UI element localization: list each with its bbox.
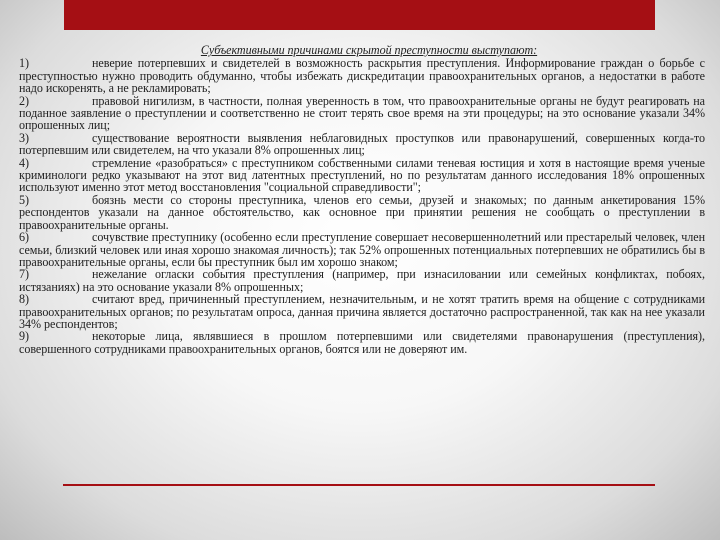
item-number: 8) <box>19 292 29 307</box>
item-text: некоторые лица, являвшиеся в прошлом потерпевшими или свидетелями правонарушения (преступления), совершенного сотрудниками правоохранительных органов, боятся или не доверяют им. <box>19 329 705 356</box>
list-item <box>19 95 705 132</box>
item-text: нежелание огласки события преступления (например, при изнасиловании или семейных конфликтах, побоях, истязаниях) на это основание указали 8% опрошенных; <box>19 267 705 294</box>
item-number: 3) <box>19 130 29 145</box>
item-text: стремление «разобраться» с преступником собственными силами теневая юстиция и хотя в настоящие время ученые криминологи редко указывают на этот вид латентных преступлений, но по результатам данного исследования 18% опрошенных используют именно этот метод восстановления "социальной справедливости"; <box>19 155 705 195</box>
slide-heading: Субъективными причинами скрытой преступности выступают: <box>200 43 538 57</box>
list-item <box>19 132 705 157</box>
top-accent-bar <box>64 0 655 30</box>
list-item <box>19 231 705 268</box>
item-text: считают вред, причиненный преступлением, незначительным, и не хотят тратить время на общение с сотрудниками правоохранительных органов; по результатам опроса, данная причина является достаточно распространенной, так как на нее указали 34% респондентов; <box>19 292 705 331</box>
bottom-accent-line <box>63 484 655 486</box>
item-number: 7) <box>19 267 29 282</box>
item-number: 1) <box>19 56 29 71</box>
item-text: существование вероятности выявления неблаговидных проступков или правонарушений, совершенных когда-то потерпевшим или свидетелем, на что указали 8% опрошенных лиц; <box>19 130 705 158</box>
list-item <box>19 57 705 94</box>
item-number: 6) <box>19 230 29 245</box>
item-number: 4) <box>19 155 29 170</box>
list-item <box>19 293 705 330</box>
item-text: неверие потерпевших и свидетелей в возможность раскрытия преступления. Информирование граждан о борьбе с преступностью нужно проводить обдуманно, чтобы избежать дискредитации правоохранительных органов, а недостатки в работе надо искоренять, а не рекламировать; <box>19 56 705 96</box>
slide-content <box>19 44 705 355</box>
item-text: боязнь мести со стороны преступника, членов его семьи, друзей и знакомых; по данным анкетирования 15% респондентов указали на данное обстоятельство, как основное при принятии решения не сообщать о преступлении в правоохранительные органы. <box>19 192 705 232</box>
list-item <box>19 268 705 293</box>
list-item <box>19 194 705 231</box>
list-item <box>19 157 705 194</box>
item-text: сочувствие преступнику (особенно если преступление совершает несовершеннолетний или престарелый человек, член семьи, близкий человек или иная хорошо знакомая личность); так 52% опрошенных потенциальных потерпевших не обратились бы в правоохранительные органы, если бы преступник был им хорошо знаком; <box>19 230 705 269</box>
list-item <box>19 330 705 355</box>
item-number: 9) <box>19 329 29 344</box>
item-text: правовой нигилизм, в частности, полная уверенность в том, что правоохранительные органы не будут реагировать на поданное заявление о преступлении и соответственно не стоит терять свое время на эти процедуры; на это основание указали 34% опрошенных лиц; <box>19 93 705 133</box>
item-number: 5) <box>19 192 29 207</box>
item-number: 2) <box>19 93 29 108</box>
